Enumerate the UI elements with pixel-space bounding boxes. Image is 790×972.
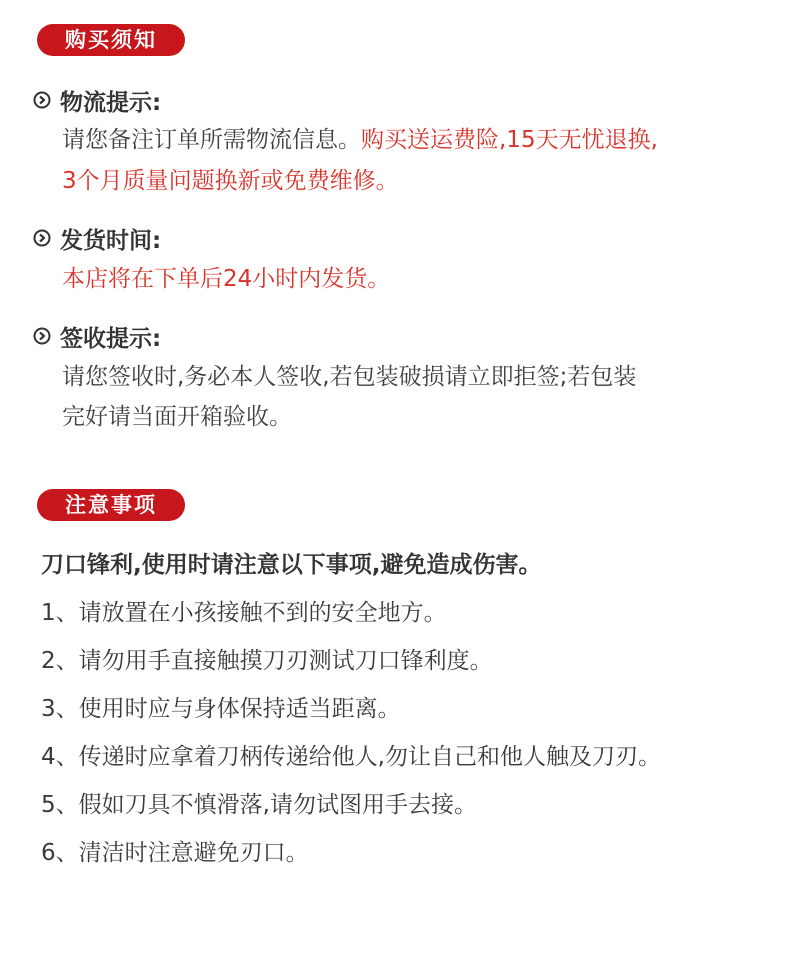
signing-line-2: 完好请当面开箱验收。 (62, 404, 292, 430)
signing-line-1: 请您签收时,务必本人签收,若包装破损请立即拒签;若包装 (62, 364, 637, 390)
precautions-badge: 注意事项 (37, 489, 185, 521)
circle-arrow-icon (33, 91, 51, 109)
signing-heading: 签收提示: (60, 325, 162, 352)
shipping-line-1: 本店将在下单后24小时内发货。 (62, 266, 391, 292)
logistics-line-2: 3个月质量问题换新或免费维修。 (62, 168, 399, 194)
precaution-item: 2、请勿用手直接触摸刀刃测试刀口锋利度。 (41, 648, 493, 674)
logistics-note-text: 请您备注订单所需物流信息。 (62, 127, 361, 153)
logistics-heading-row (33, 85, 161, 115)
logistics-promo-text: 购买送运费险,15天无忧退换, (361, 127, 658, 153)
precaution-item: 4、传递时应拿着刀柄传递给他人,勿让自己和他人触及刀刃。 (41, 744, 661, 770)
shipping-heading: 发货时间: (60, 227, 162, 254)
precautions-intro: 刀口锋利,使用时请注意以下事项,避免造成伤害。 (41, 552, 542, 578)
purchase-notice-badge: 购买须知 (37, 24, 185, 56)
logistics-heading: 物流提示: (60, 89, 162, 116)
logistics-line-1 (62, 125, 658, 155)
precaution-item: 3、使用时应与身体保持适当距离。 (41, 696, 401, 722)
circle-arrow-icon (33, 327, 51, 345)
shipping-heading-row (33, 223, 161, 253)
precaution-item: 5、假如刀具不慎滑落,请勿试图用手去接。 (41, 792, 477, 818)
precaution-item: 1、请放置在小孩接触不到的安全地方。 (41, 600, 447, 626)
circle-arrow-icon (33, 229, 51, 247)
signing-heading-row (33, 321, 161, 351)
precaution-item: 6、清洁时注意避免刃口。 (41, 840, 309, 866)
